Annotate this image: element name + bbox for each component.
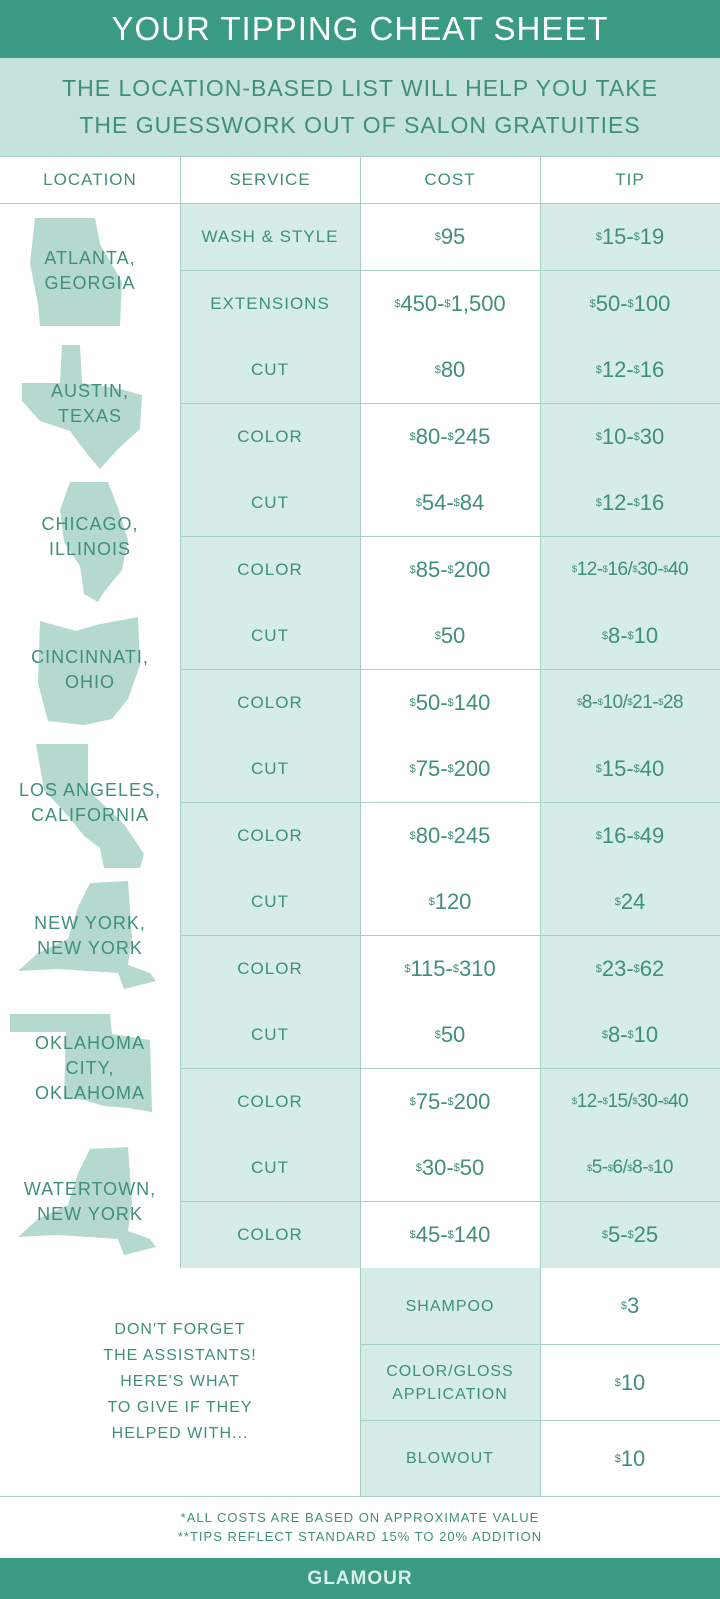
tip-cell: $ 50- $ 100 (540, 271, 720, 338)
location-name-line: ATLANTA, (44, 247, 136, 268)
tip-cell: $ 12- $ 16 (540, 470, 720, 537)
location-name (0, 603, 180, 736)
location-name (0, 337, 180, 470)
location-name-line: LOS ANGELES, (18, 779, 162, 800)
location-name-line: CINCINNATI, (31, 646, 149, 667)
location-cell (0, 1135, 180, 1268)
column-header-service: SERVICE (229, 170, 311, 189)
subtitle-line-2: THE GUESSWORK OUT OF SALON GRATUITIES (79, 112, 641, 138)
cost-cell: $ 80 (360, 337, 540, 404)
location-name (0, 1002, 180, 1135)
location-cell (0, 470, 180, 603)
row-divider (180, 536, 720, 537)
brand-bar (0, 1558, 720, 1599)
assistants-note (0, 1268, 360, 1496)
footnotes (0, 1496, 720, 1556)
tip-cell: $ 10- $ 30 (540, 404, 720, 471)
service-cell: CUT (180, 337, 360, 404)
subtitle-banner (0, 58, 720, 156)
location-name (0, 204, 180, 337)
row-divider (180, 1068, 720, 1069)
service-cell: CUT (180, 736, 360, 803)
location-cell (0, 1002, 180, 1135)
location-name-line: CHICAGO, (41, 513, 139, 534)
location-name-line: WATERTOWN, (23, 1178, 157, 1199)
subtitle-line-1: THE LOCATION-BASED LIST WILL HELP YOU TAKE (62, 75, 658, 101)
column-header-tip: TIP (615, 170, 645, 189)
location-name-line: NEW YORK, (34, 912, 146, 933)
location-cell (0, 603, 180, 736)
cost-cell: $ 80- $ 245 (360, 404, 540, 471)
service-cell: COLOR (180, 936, 360, 1003)
service-cell: CUT (180, 603, 360, 670)
assistant-service-cell (360, 1420, 540, 1496)
row-divider (180, 270, 720, 271)
tip-cell: $ 16- $ 49 (540, 803, 720, 870)
tip-cell: $ 8- $ 10 (540, 1002, 720, 1069)
cost-cell: $ 50- $ 140 (360, 670, 540, 737)
column-header-location: LOCATION (43, 170, 137, 189)
assistants-note-line: DON'T FORGET (114, 1321, 246, 1338)
cost-cell: $ 50 (360, 603, 540, 670)
service-cell: COLOR (180, 537, 360, 604)
location-name-line: OKLAHOMA (34, 1033, 146, 1053)
assistants-note-line: HELPED WITH... (111, 1425, 249, 1442)
title-bar (0, 0, 720, 58)
service-cell: COLOR (180, 1069, 360, 1136)
cost-cell: $ 85- $ 200 (360, 537, 540, 604)
tip-cell: $ 12- $ 15/ $ 30- $ 40 (540, 1069, 720, 1136)
service-cell: COLOR (180, 670, 360, 737)
cost-cell: $ 75- $ 200 (360, 1069, 540, 1136)
location-name-line: CALIFORNIA (30, 804, 150, 825)
location-cell (0, 204, 180, 337)
location-name (0, 869, 180, 1002)
location-name-line: ILLINOIS (48, 538, 132, 559)
service-cell: COLOR (180, 404, 360, 471)
tip-cell: $ 8- $ 10 (540, 603, 720, 670)
location-name (0, 1135, 180, 1268)
tip-cell: $ 5- $ 25 (540, 1202, 720, 1269)
cost-cell: $ 80- $ 245 (360, 803, 540, 870)
cost-cell: $ 120 (360, 869, 540, 936)
row-divider (180, 935, 720, 936)
assistant-service-label: APPLICATION (392, 1385, 508, 1403)
service-cell: EXTENSIONS (180, 271, 360, 338)
location-name (0, 470, 180, 603)
row-divider (180, 802, 720, 803)
location-name-line: OHIO (64, 671, 115, 692)
cost-cell: $ 45- $ 140 (360, 1202, 540, 1269)
cost-cell: $ 50 (360, 1002, 540, 1069)
cost-cell: $ 115- $ 310 (360, 936, 540, 1003)
cost-cell: $ 54- $ 84 (360, 470, 540, 537)
assistant-service-cell (360, 1268, 540, 1344)
row-divider (180, 403, 720, 404)
tip-cell: $ 15- $ 40 (540, 736, 720, 803)
column-divider (540, 156, 541, 1496)
column-header-cost: COST (424, 170, 476, 189)
location-name-line: CITY, (65, 1058, 115, 1078)
tip-cell: $ 8- $ 10/ $ 21- $ 28 (540, 670, 720, 737)
service-cell: CUT (180, 1002, 360, 1069)
service-cell: CUT (180, 470, 360, 537)
tip-cell: $ 24 (540, 869, 720, 936)
assistant-tip-cell: $ 10 (540, 1344, 720, 1420)
service-cell: CUT (180, 1135, 360, 1202)
tip-cell: $ 15- $ 19 (540, 204, 720, 271)
location-name-line: AUSTIN, (50, 380, 129, 401)
tip-cell: $ 23- $ 62 (540, 936, 720, 1003)
footnote-1: *ALL COSTS ARE BASED ON APPROXIMATE VALUE (180, 1509, 540, 1525)
location-cell (0, 869, 180, 1002)
cost-cell: $ 30- $ 50 (360, 1135, 540, 1202)
column-divider (180, 156, 181, 1268)
tip-cell: $ 5- $ 6/ $ 8- $ 10 (540, 1135, 720, 1202)
column-divider (360, 156, 361, 1496)
location-name-line: GEORGIA (44, 272, 136, 293)
location-name-line: TEXAS (57, 405, 123, 426)
location-name-line: OKLAHOMA (34, 1083, 146, 1103)
cost-cell: $ 450- $ 1,500 (360, 271, 540, 338)
assistants-note-line: TO GIVE IF THEY (107, 1399, 253, 1416)
assistant-service-label: COLOR/GLOSS (386, 1362, 514, 1380)
tip-cell: $ 12- $ 16 (540, 337, 720, 404)
assistants-note-line: HERE'S WHAT (120, 1373, 240, 1390)
location-name-line: NEW YORK (37, 937, 143, 958)
brand-logo: GLAMOUR (307, 1567, 413, 1589)
location-cell (0, 736, 180, 869)
cost-cell: $ 75- $ 200 (360, 736, 540, 803)
assistant-service-cell (360, 1344, 540, 1420)
page-title: YOUR TIPPING CHEAT SHEET (111, 10, 609, 47)
service-cell: CUT (180, 869, 360, 936)
location-name-line: NEW YORK (37, 1203, 143, 1224)
row-divider (180, 669, 720, 670)
service-cell: COLOR (180, 803, 360, 870)
cost-cell: $ 95 (360, 204, 540, 271)
assistant-service-label: BLOWOUT (406, 1450, 494, 1467)
location-name (0, 736, 180, 869)
location-cell (0, 337, 180, 470)
row-divider (180, 1201, 720, 1202)
assistant-tip-cell: $ 10 (540, 1420, 720, 1496)
assistant-service-label: SHAMPOO (405, 1297, 495, 1315)
assistants-note-line: THE ASSISTANTS! (103, 1347, 257, 1364)
service-cell: WASH & STYLE (180, 204, 360, 271)
footnote-2: **TIPS REFLECT STANDARD 15% TO 20% ADDITION (177, 1528, 543, 1544)
tip-cell: $ 12- $ 16/ $ 30- $ 40 (540, 537, 720, 604)
service-cell: COLOR (180, 1202, 360, 1269)
assistant-tip-cell: $ 3 (540, 1268, 720, 1344)
